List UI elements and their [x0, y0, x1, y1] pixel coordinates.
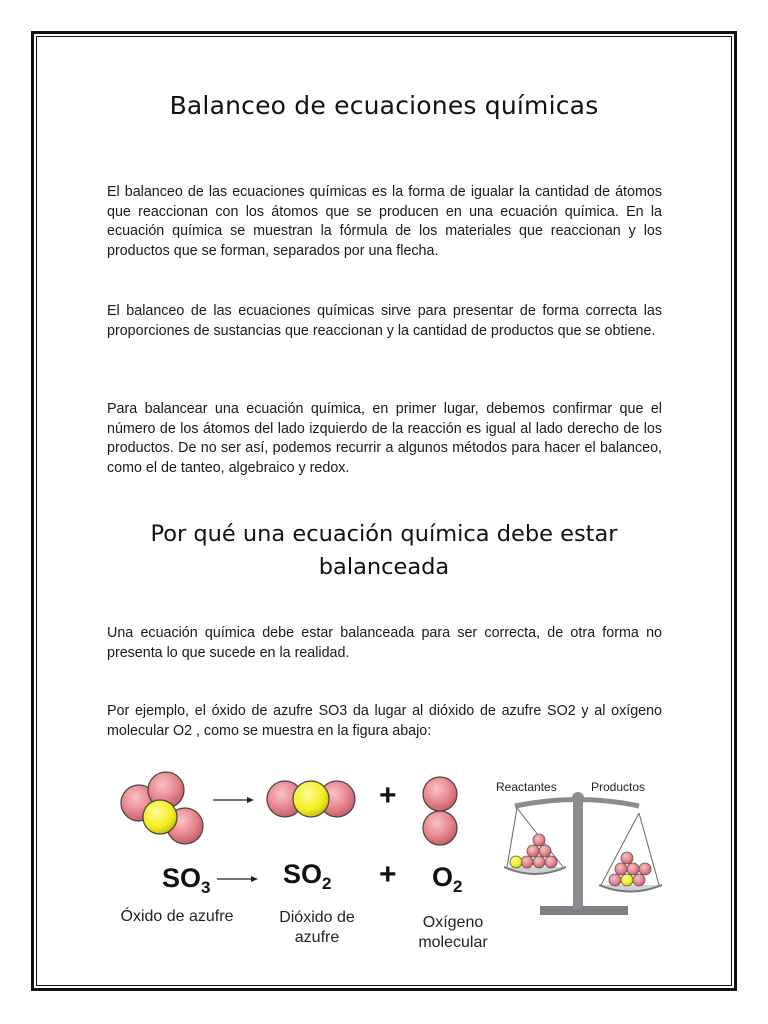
caption-so3: Óxido de azufre [120, 908, 234, 925]
paragraph-example: Por ejemplo, el óxido de azufre SO3 da lugar al dióxido de azufre SO2 y al oxígeno molecular O2 , como se muestra en la figura abajo: [107, 703, 662, 739]
paragraph-definition: El balanceo de las ecuaciones químicas es la forma de igualar la cantidad de átomos que reaccionan con los átomos que se producen en una ecuación química. En la ecuación química se muestran la fórmula de los materiales que reaccionan y los productos que se forman, separados por una flecha. [107, 184, 662, 259]
reaction-arrow-bottom [217, 876, 258, 882]
caption-o2 [403, 913, 503, 953]
paragraph-method: Para balancear una ecuación química, en primer lugar, debemos confirmar que el número de los átomos del lado izquierdo de la reacción es igual al lado derecho de los productos. De no ser así, podemos recurrir a algunos métodos para hacer el balanceo, como el de tanteo, algebraico y redox. [107, 401, 662, 476]
paragraph-purpose: El balanceo de las ecuaciones químicas sirve para presentar de forma correcta las proporciones de sustancias que reaccionan y la cantidad de productos que se obtiene. [107, 303, 662, 339]
scale-label-reactantes: Reactantes [496, 780, 557, 794]
formula-o2: $O_2$ [432, 862, 463, 896]
balance-scale [504, 792, 662, 915]
caption-so2 [262, 908, 372, 948]
o2-molecule [423, 777, 457, 845]
plus-sign-top: + [379, 779, 397, 812]
paragraph-correctness: Una ecuación química debe estar balanceada para ser correcta, de otra forma no presenta lo que sucede en la realidad. [107, 625, 662, 661]
caption-so2-line2: azufre [294, 929, 340, 946]
section-heading: Por qué una ecuación química debe estar balanceada [150, 521, 618, 580]
plus-sign-bottom: + [379, 858, 397, 891]
caption-o2-line2: molecular [418, 934, 488, 951]
so3-molecule [121, 772, 203, 844]
formula-so2: $SO_2$ [283, 859, 332, 893]
caption-o2-line1: Oxígeno [422, 914, 484, 931]
formula-so3: $SO_3$ [162, 863, 211, 897]
page-title: Balanceo de ecuaciones químicas [169, 91, 599, 120]
scale-label-productos: Productos [591, 780, 646, 794]
reaction-arrow-top [213, 797, 254, 803]
caption-so2-line1: Dióxido de [279, 909, 355, 926]
reaction-figure [107, 765, 687, 965]
so2-molecule [267, 781, 355, 817]
